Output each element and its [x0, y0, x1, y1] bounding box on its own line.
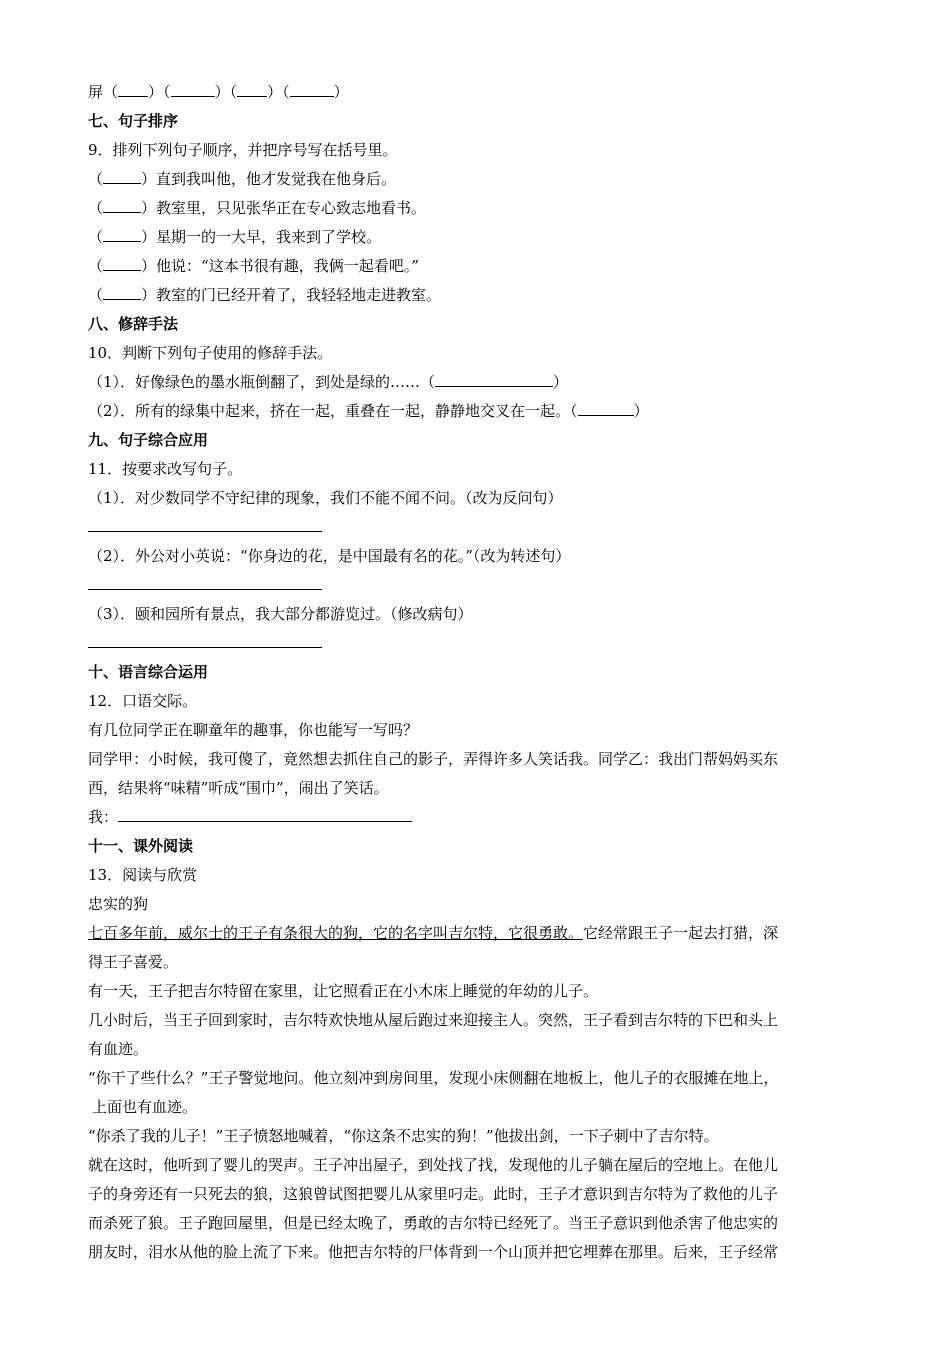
paragraph-line: “你干了些什么？”王子警觉地问。他立刻冲到房间里，发现小床侧翻在地板上，他儿子的衣服摊在地上，	[88, 1069, 779, 1087]
question-text: 11．按要求改写句子。	[88, 460, 243, 478]
section-title: 七、句子排序	[88, 112, 179, 130]
answer-blank[interactable]	[103, 227, 141, 242]
char-prefix: 屏	[88, 83, 104, 101]
section-title: 八、修辞手法	[88, 315, 179, 333]
answer-blank[interactable]	[290, 82, 334, 97]
answer-blank[interactable]	[237, 82, 267, 97]
section-title: 十、语言综合运用	[88, 663, 209, 681]
list-item: （3）．颐和园所有景点，我大部分都游览过。（修改病句）	[88, 605, 473, 623]
dialog-text: 同学甲：小时候，我可傻了，竟然想去抓住自己的影子，弄得许多人笑话我。同学乙：我出门帮妈妈买东	[88, 750, 779, 768]
answer-blank[interactable]	[103, 169, 141, 184]
list-item: （ ）他说：“这本书很有趣，我俩一起看吧。”	[88, 257, 419, 275]
answer-line[interactable]	[88, 571, 878, 600]
paragraph-line: 而杀死了狼。王子跑回屋里，但是已经太晚了，勇敢的吉尔特已经死了。当王子意识到他杀害了他忠实的	[88, 1214, 779, 1232]
worksheet-page	[88, 78, 878, 1267]
story-title: 忠实的狗	[88, 895, 149, 913]
answer-blank[interactable]	[118, 82, 148, 97]
char-blank-line: 屏（ ）（ ）（ ）（ ）	[88, 83, 349, 101]
paragraph-line: “你杀了我的儿子！”王子愤怒地喊着，“你这条不忠实的狗！”他拔出剑，一下子刺中了吉尔特。	[88, 1127, 719, 1145]
question-text: 10．判断下列句子使用的修辞手法。	[88, 344, 333, 362]
paragraph-line: 朋友时，泪水从他的脸上流了下来。他把吉尔特的尸体背到一个山顶并把它埋葬在那里。后来，王子经常	[88, 1243, 779, 1261]
answer-blank[interactable]	[118, 807, 412, 822]
paragraph-line: 就在这时，他听到了婴儿的哭声。王子冲出屋子，到处找了找，发现他的儿子躺在屋后的空地上。在他儿	[88, 1156, 779, 1174]
answer-blank[interactable]	[171, 82, 215, 97]
answer-line[interactable]	[88, 513, 878, 542]
paragraph-line: 子的身旁还有一只死去的狼，这狼曾试图把婴儿从家里叼走。此时，王子才意识到吉尔特为了救他的儿子	[88, 1185, 779, 1203]
paragraph-line: 几小时后，当王子回到家时，吉尔特欢快地从屋后跑过来迎接主人。突然，王子看到吉尔特的下巴和头上	[88, 1011, 779, 1029]
answer-blank[interactable]	[578, 401, 634, 416]
paragraph-line: 上面也有血迹。	[92, 1098, 198, 1116]
answer-blank[interactable]	[103, 285, 141, 300]
paragraph-line: 七百多年前，威尔士的王子有条很大的狗，它的名字叫吉尔特，它很勇敢。它经常跟王子一起去打猎，深	[88, 924, 779, 942]
list-item: （2）．外公对小英说：“你身边的花，是中国最有名的花。”（改为转述句）	[88, 547, 571, 565]
prompt-text: 有几位同学正在聊童年的趣事，你也能写一写吗？	[88, 721, 419, 739]
paragraph-line: 有一天，王子把吉尔特留在家里，让它照看正在小木床上睡觉的年幼的儿子。	[88, 982, 599, 1000]
list-item: （2）．所有的绿集中起来，挤在一起，重叠在一起，静静地交叉在一起。（ ）	[88, 402, 649, 420]
list-item: （ ）直到我叫他，他才发觉我在他身后。	[88, 170, 397, 188]
underlined-sentence: 七百多年前，威尔士的王子有条很大的狗，它的名字叫吉尔特，它很勇敢。	[88, 924, 584, 942]
answer-blank[interactable]	[103, 256, 141, 271]
answer-line[interactable]	[88, 629, 878, 658]
question-text: 12．口语交际。	[88, 692, 198, 710]
section-title: 九、句子综合应用	[88, 431, 209, 449]
list-item: （1）．对少数同学不守纪律的现象，我们不能不闻不问。（改为反问句）	[88, 489, 563, 507]
me-label: 我：	[88, 808, 119, 826]
answer-blank[interactable]	[103, 198, 141, 213]
list-item: （ ）教室里，只见张华正在专心致志地看书。	[88, 199, 427, 217]
answer-row	[88, 803, 878, 832]
list-item: （ ）星期一的一大早，我来到了学校。	[88, 228, 382, 246]
paragraph-line: 有血迹。	[88, 1040, 149, 1058]
dialog-text: 西，结果将“味精”听成“围巾”，闹出了笑话。	[88, 779, 389, 797]
list-item: （1）．好像绿色的墨水瓶倒翻了，到处是绿的……（ ）	[88, 373, 569, 391]
list-item: （ ）教室的门已经开着了，我轻轻地走进教室。	[88, 286, 442, 304]
question-text: 13．阅读与欣赏	[88, 866, 198, 884]
paragraph-line: 得王子喜爱。	[88, 953, 179, 971]
answer-blank[interactable]	[435, 372, 553, 387]
section-title: 十一、课外阅读	[88, 837, 194, 855]
question-text: 9．排列下列句子顺序，并把序号写在括号里。	[88, 141, 398, 159]
